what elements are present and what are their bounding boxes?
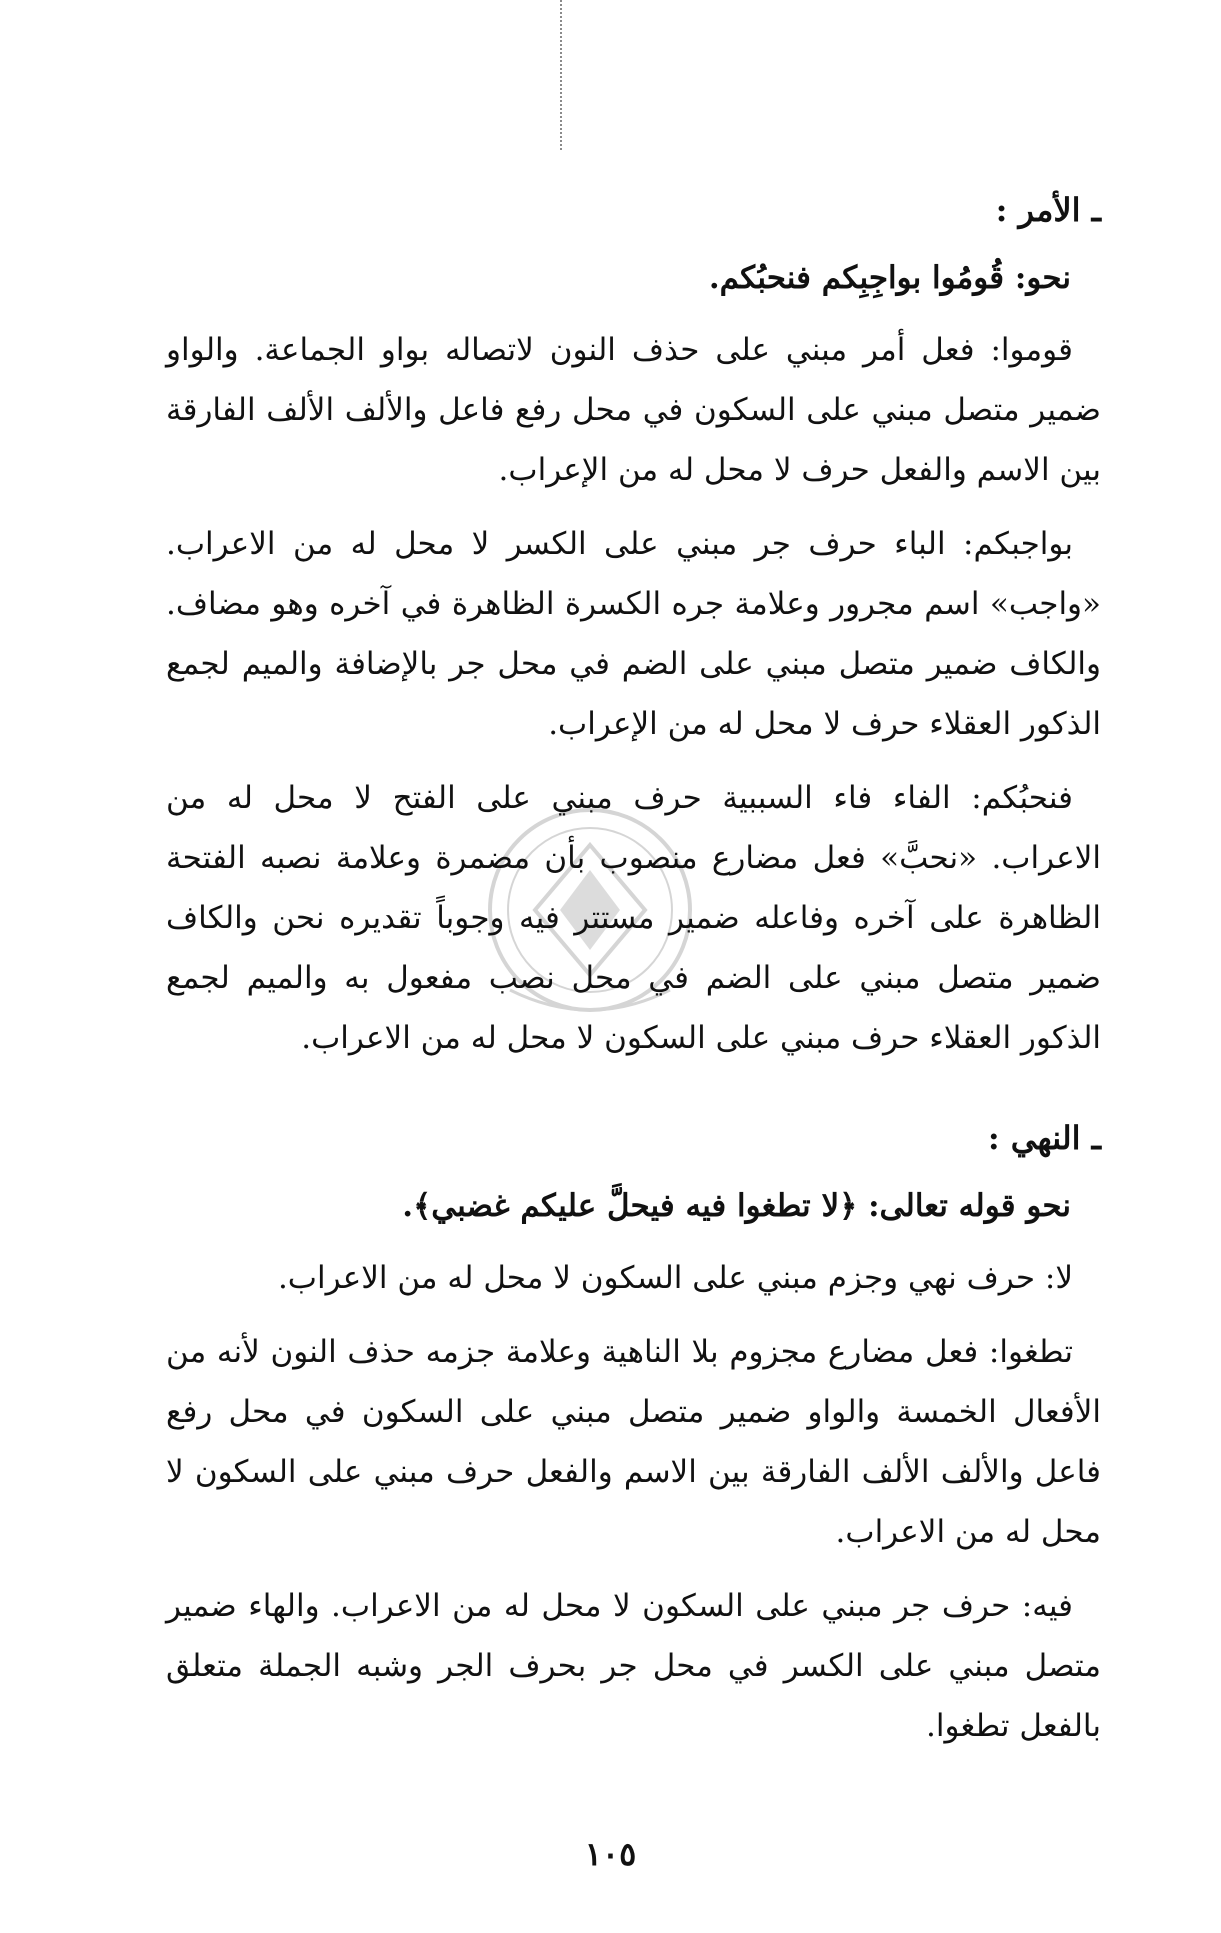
paragraph-fanuhibbakum: فنحبُكم: الفاء فاء السببية حرف مبني على الفتح لا محل له من الاعراب. «نحبَّ» فعل مضارع منصوب بأن مضمرة وعلامة نصبه الفتحة الظاهرة على آخره وفاعله ضمير مستتر فيه وجوباً تقديره نحن والكاف ضمير متصل مبني على الضم في محل نصب مفعول به والميم لجمع الذكور العقلاء حرف مبني على السكون لا محل له من الاعراب. — [166, 780, 1102, 1056]
paragraph-fihi: فيه: حرف جر مبني على السكون لا محل له من الاعراب. والهاء ضمير متصل مبني على الكسر في محل جر بحرف الجر وشبه الجملة متعلق بالفعل تطغوا. — [166, 1588, 1101, 1744]
page-number: ١٠٥ — [584, 1835, 637, 1873]
paragraph-la: لا: حرف نهي وجزم مبني على السكون لا محل له من الاعراب. — [277, 1260, 1073, 1296]
paragraph-qumu: قوموا: فعل أمر مبني على حذف النون لاتصاله بواو الجماعة. والواو ضمير متصل مبني على السكون في محل رفع فاعل والألف الألف الفارقة بين الاسم والفعل حرف لا محل له من الإعراب. — [166, 332, 1101, 488]
example-amr: نحو: قُومُوا بواجِبِكم فنحبُكم. — [708, 260, 1071, 296]
page-fold-line — [560, 0, 562, 150]
example-nahy: نحو قوله تعالى: ﴿لا تطغوا فيه فيحلَّ عليكم غضبي﴾. — [402, 1188, 1071, 1224]
section-heading-amr: ـ الأمر : — [995, 191, 1101, 229]
paragraph-tatghaw: تطغوا: فعل مضارع مجزوم بلا الناهية وعلامة جزمه حذف النون لأنه من الأفعال الخمسة والواو ضمير متصل مبني على السكون في محل رفع فاعل والألف الألف الفارقة بين الاسم والفعل حرف مبني على السكون لا محل له من الاعراب. — [166, 1334, 1101, 1550]
section-heading-nahy: ـ النهي : — [987, 1119, 1101, 1157]
paragraph-biwajibikum: بواجبكم: الباء حرف جر مبني على الكسر لا محل له من الاعراب. «واجب» اسم مجرور وعلامة جره الكسرة الظاهرة في آخره وهو مضاف. والكاف ضمير متصل مبني على الضم في محل جر بالإضافة والميم لجمع الذكور العقلاء حرف لا محل له من الإعراب. — [166, 526, 1101, 742]
page-content — [166, 180, 1101, 1770]
section-spacer — [166, 1082, 1101, 1108]
